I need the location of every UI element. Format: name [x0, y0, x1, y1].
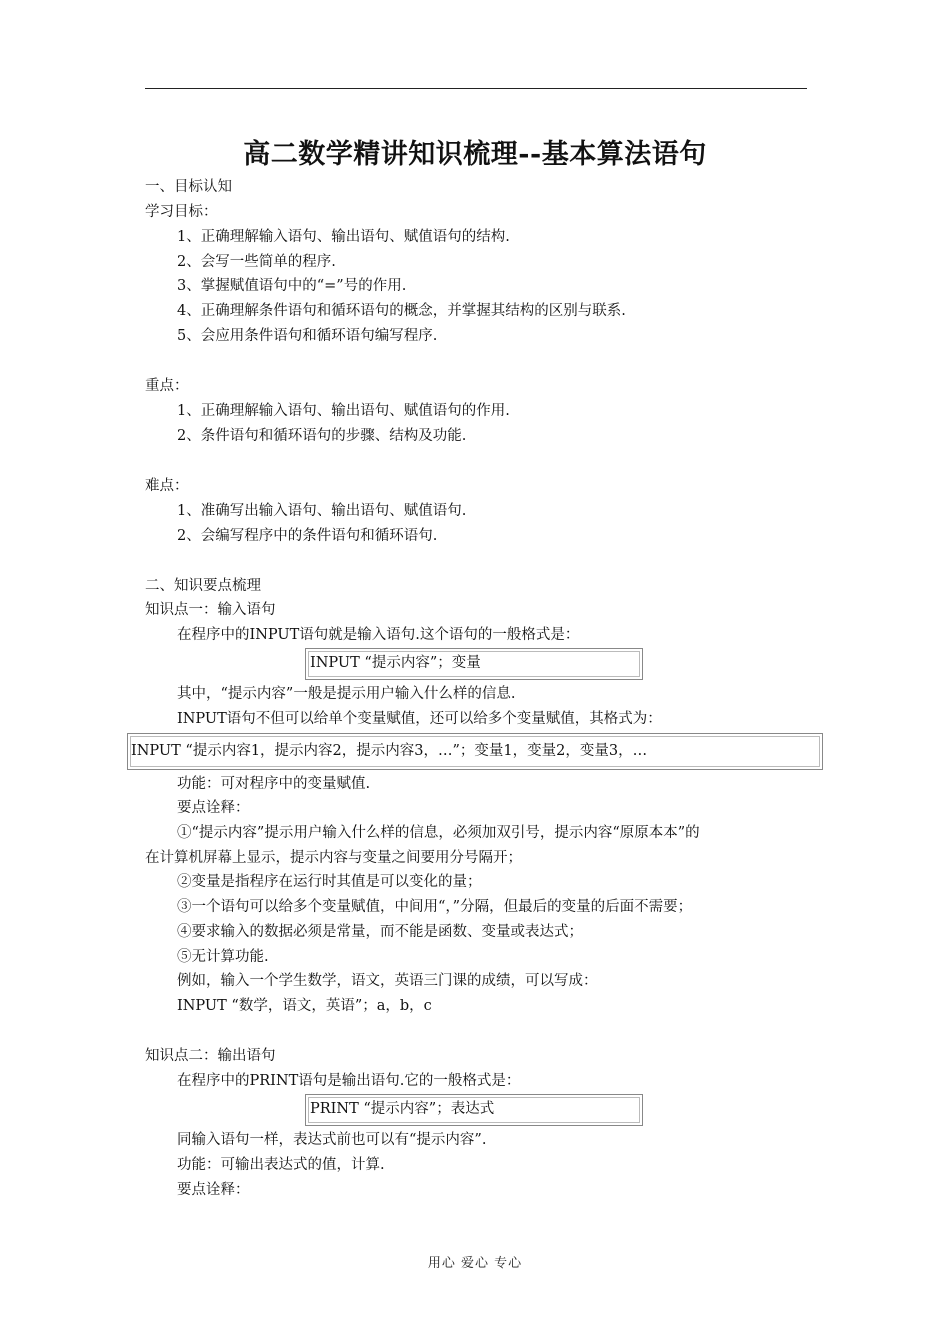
- difficult-label: 难点：: [145, 478, 189, 494]
- kp1-point-cont: 在计算机屏幕上显示，提示内容与变量之间要用分号隔开；: [145, 850, 522, 866]
- kp1-note: 其中，“提示内容”一般是提示用户输入什么样的信息.: [177, 686, 516, 702]
- goal-item: 3、掌握赋值语句中的“=”号的作用.: [177, 278, 407, 294]
- input-format-box: INPUT “提示内容”；变量: [305, 648, 643, 680]
- kp1-note: INPUT语句不但可以给单个变量赋值，还可以给多个变量赋值，其格式为：: [177, 711, 662, 727]
- section-heading-knowledge: 二、知识要点梳理: [145, 578, 261, 594]
- kp1-example: 例如，输入一个学生数学，语文，英语三门课的成绩，可以写成：: [177, 973, 598, 989]
- kp1-function: 功能：可对程序中的变量赋值.: [177, 776, 371, 792]
- section-heading-goals: 一、目标认知: [145, 179, 232, 195]
- kp1-point: ①“提示内容”提示用户输入什么样的信息，必须加双引号，提示内容“原原本本”的: [177, 825, 700, 841]
- kp2-points-label: 要点诠释：: [177, 1182, 250, 1198]
- kp1-points-label: 要点诠释：: [177, 800, 250, 816]
- kp2-title: 知识点二：输出语句: [145, 1048, 276, 1064]
- difficult-item: 1、准确写出输入语句、输出语句、赋值语句.: [177, 503, 467, 519]
- kp2-intro: 在程序中的PRINT语句是输出语句.它的一般格式是：: [177, 1073, 521, 1089]
- goal-item: 1、正确理解输入语句、输出语句、赋值语句的结构.: [177, 229, 510, 245]
- key-item: 1、正确理解输入语句、输出语句、赋值语句的作用.: [177, 403, 510, 419]
- key-label: 重点：: [145, 378, 189, 394]
- header-rule: [145, 88, 807, 89]
- goal-item: 5、会应用条件语句和循环语句编写程序.: [177, 328, 438, 344]
- kp1-point: ⑤无计算功能.: [177, 949, 269, 965]
- kp1-intro: 在程序中的INPUT语句就是输入语句.这个语句的一般格式是：: [177, 627, 580, 643]
- input-multi-format-box: INPUT “提示内容1，提示内容2，提示内容3，…”；变量1，变量2，变量3，…: [127, 733, 823, 770]
- kp2-note: 同输入语句一样，表达式前也可以有“提示内容”.: [177, 1132, 487, 1148]
- kp1-point: ②变量是指程序在运行时其值是可以变化的量；: [177, 874, 482, 890]
- key-item: 2、条件语句和循环语句的步骤、结构及功能.: [177, 428, 467, 444]
- kp1-title: 知识点一：输入语句: [145, 602, 276, 618]
- page-title: 高二数学精讲知识梳理--基本算法语句: [243, 139, 707, 170]
- difficult-item: 2、会编写程序中的条件语句和循环语句.: [177, 528, 438, 544]
- print-format-box: PRINT “提示内容”；表达式: [305, 1094, 643, 1126]
- goal-item: 4、正确理解条件语句和循环语句的概念，并掌握其结构的区别与联系.: [177, 303, 626, 319]
- kp1-point: ③一个语句可以给多个变量赋值，中间用“，”分隔，但最后的变量的后面不需要；: [177, 899, 693, 915]
- kp1-example-code: INPUT “数学，语文，英语”；a，b，c: [177, 998, 432, 1014]
- goal-item: 2、会写一些简单的程序.: [177, 254, 336, 270]
- kp2-function: 功能：可输出表达式的值，计算.: [177, 1157, 385, 1173]
- kp1-point: ④要求输入的数据必须是常量，而不能是函数、变量或表达式；: [177, 924, 583, 940]
- goals-label: 学习目标：: [145, 204, 218, 220]
- page-footer: 用心 爱心 专心: [427, 1256, 523, 1271]
